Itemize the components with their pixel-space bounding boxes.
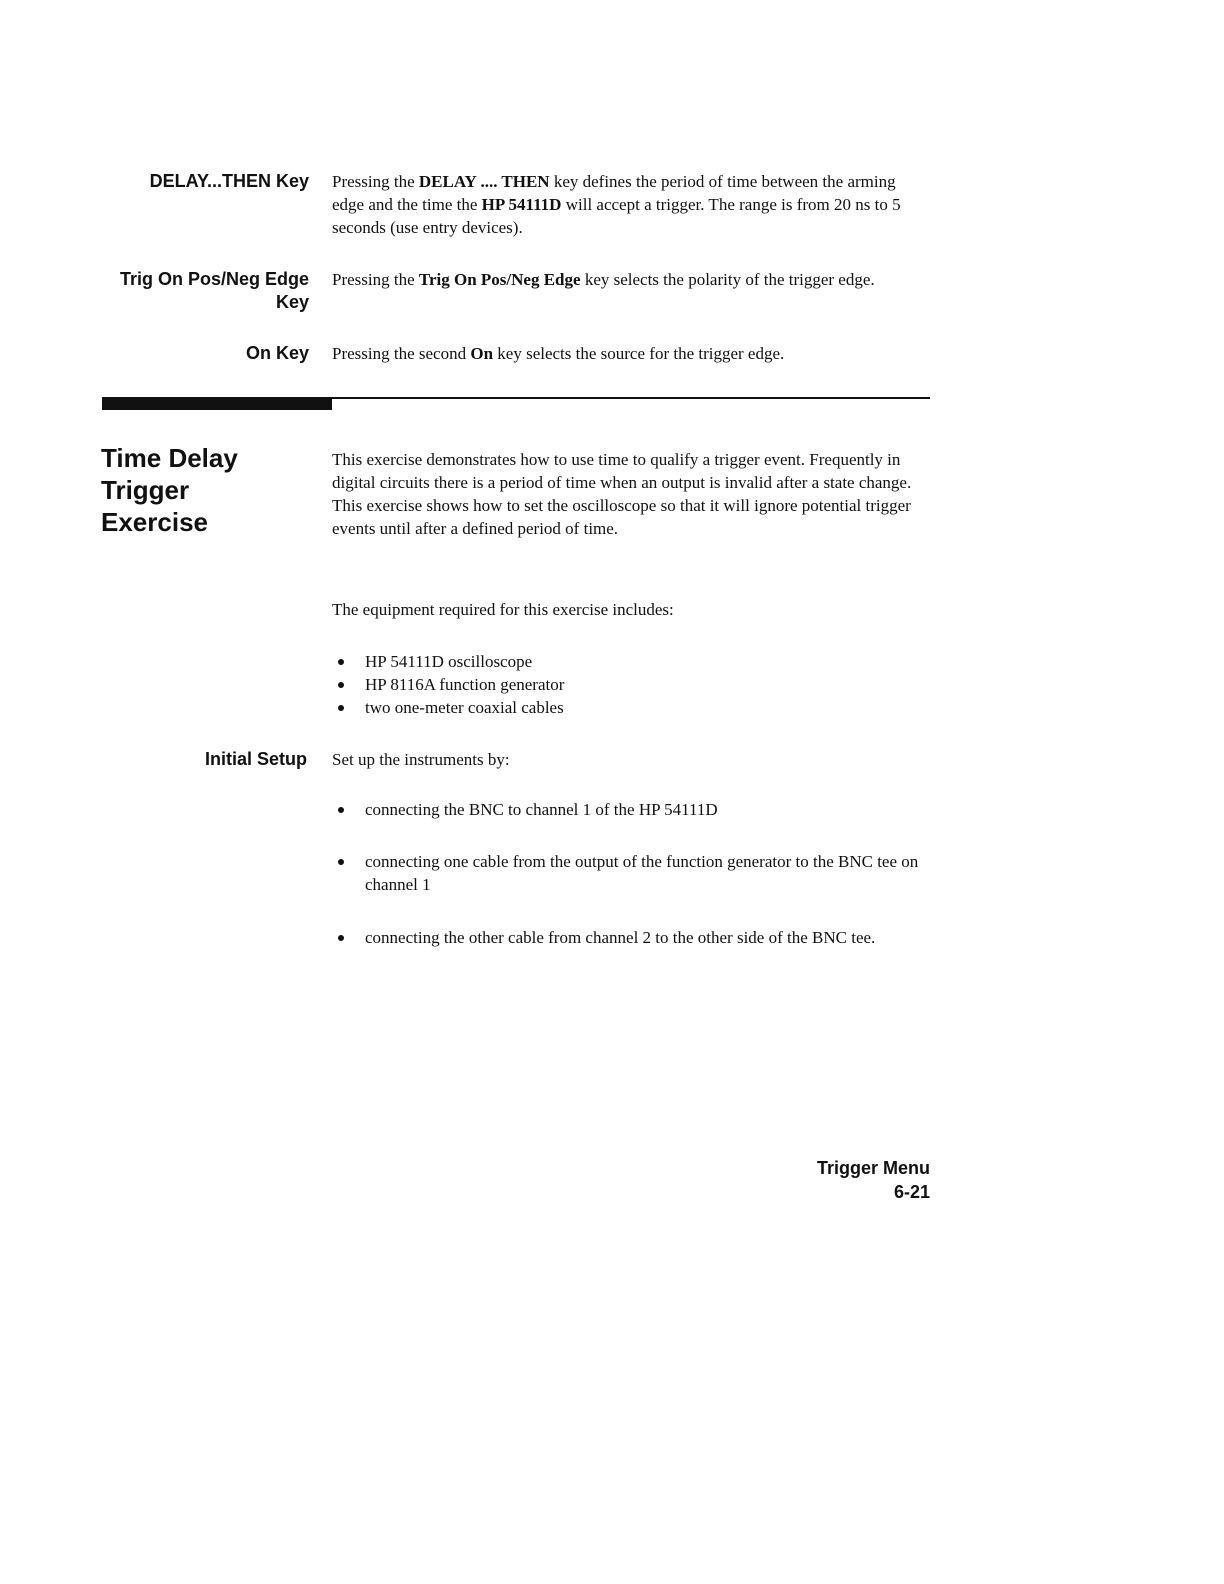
equipment-intro: The equipment required for this exercise includes: [332,600,674,619]
footer-page-number: 6-21 [893,1182,930,1202]
footer-chapter-title: Trigger Menu [816,1158,930,1178]
section-title-line3: Exercise [101,507,208,537]
section-title [101,442,238,538]
setup-step-2-container [332,850,927,896]
section-title-line1: Time Delay [101,443,238,473]
page-footer [817,1156,930,1204]
equipment-item: HP 54111D oscilloscope [332,650,927,673]
trig-edge-key-label-line2: Key [275,292,309,312]
on-key-description: Pressing the second On key selects the source for the trigger edge. [332,344,785,363]
delay-then-key-label: DELAY...THEN Key [149,171,309,191]
setup-step: connecting the BNC to channel 1 of the HP 54111D [332,798,927,821]
setup-step-3-container [332,926,927,949]
equipment-item: HP 8116A function generator [332,673,927,696]
initial-setup-intro: Set up the instruments by: [332,750,510,769]
on-key-label: On Key [245,343,309,363]
section-intro-paragraph: This exercise demonstrates how to use time to qualify a trigger event. Frequently in digital circuits there is a period of time when an output is invalid after a state change. This exercise shows how to set the oscilloscope so that it will ignore potential trigger events until after a defined period of time. [332,450,912,538]
initial-setup-label: Initial Setup [204,749,307,769]
setup-step: connecting the other cable from channel 2 to the other side of the BNC tee. [332,926,927,949]
trig-edge-key-description: Pressing the Trig On Pos/Neg Edge key selects the polarity of the trigger edge. [332,270,875,289]
section-title-line2: Trigger [101,475,190,505]
equipment-list-container [332,650,927,719]
equipment-list [332,650,927,719]
trig-edge-key-label-line1: Trig On Pos/Neg Edge [119,269,309,289]
section-divider-bar [102,398,332,410]
setup-step-1-container [332,798,927,821]
trig-edge-key-label [120,268,309,314]
setup-step: connecting one cable from the output of the function generator to the BNC tee on channel 1 [332,850,927,896]
equipment-item: two one-meter coaxial cables [332,696,927,719]
delay-then-key-description: Pressing the DELAY .... THEN key defines the period of time between the arming edge and the time the HP 54111D will accept a trigger. The range is from 20 ns to 5 seconds (use entry devices). [332,172,901,237]
